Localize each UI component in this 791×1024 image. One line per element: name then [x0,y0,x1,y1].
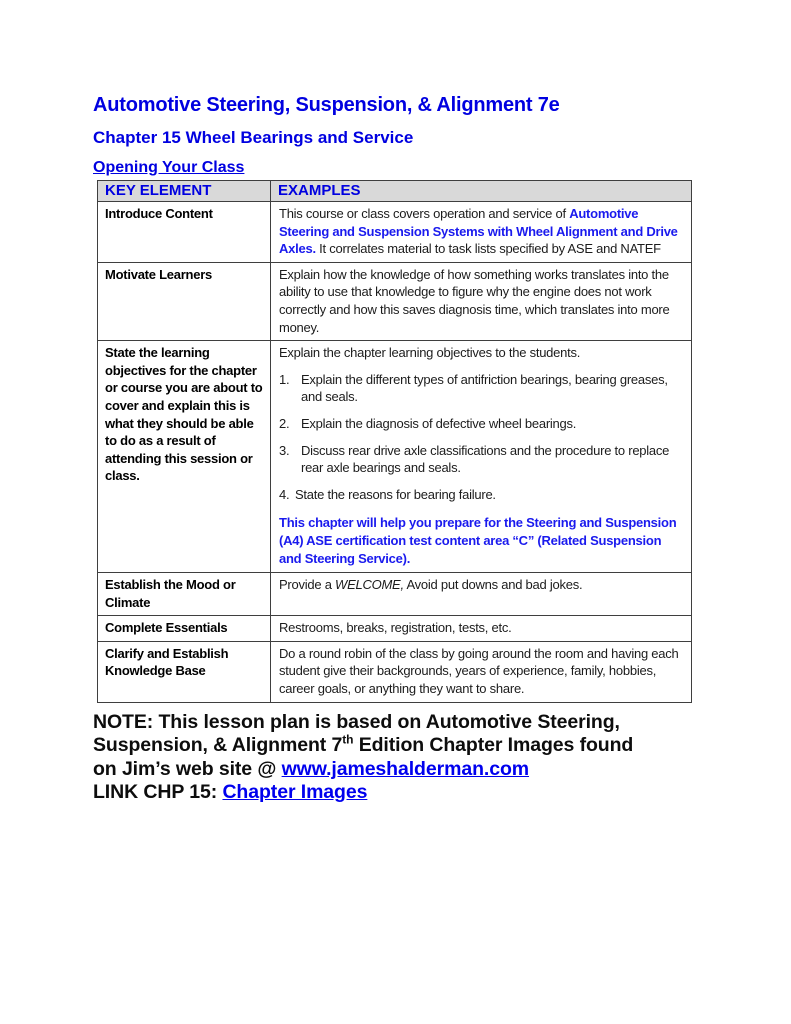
section-heading: Opening Your Class [93,159,245,176]
column-header-examples: EXAMPLES [271,181,692,202]
objective-item [279,486,684,504]
note-text: Edition Chapter Images found [353,734,634,757]
note-section [93,711,733,805]
ase-certification-note: This chapter will help you prepare for the Steering and Suspension (A4) ASE certification test content area “C” (Related Suspension and Steering Service). [279,515,677,566]
note-text: Suspension, & Alignment 7 [93,734,343,757]
text-segment: Avoid put downs and bad jokes. [403,577,583,593]
website-link[interactable]: www.jameshalderman.com [281,757,530,780]
table-row-learning-objectives [98,341,692,573]
objective-text: Explain the diagnosis of defective wheel bearings. [301,415,577,431]
table-row-clarify-knowledge [98,641,692,702]
objective-item [279,371,684,406]
objective-number: 4. [279,486,290,502]
objectives-intro: Explain the chapter learning objectives to the students. [279,345,581,361]
ordinal-superscript: th [342,732,354,747]
table-header-row [98,181,692,202]
note-line-4 [93,781,733,805]
examples-cell: Restrooms, breaks, registration, tests, etc. [271,616,692,642]
key-element-cell: State the learning objectives for the chapter or course you are about to cover and explain this is what they should be able to do as a result of attending this session or class. [98,341,271,573]
table-row-introduce-content [98,202,692,263]
key-element-cell: Introduce Content [98,202,271,263]
text-segment: It correlates material to task lists specified by ASE and NATEF [315,241,661,257]
objective-number: 1. [279,371,290,387]
examples-cell [271,573,692,616]
table-row-complete-essentials [98,616,692,642]
key-element-cell: Complete Essentials [98,616,271,642]
note-text: NOTE: This lesson plan is based on Automotive Steering, [93,710,620,733]
document-content [93,94,753,805]
examples-cell: Explain how the knowledge of how something works translates into the ability to use that knowledge to figure why the engine does not work correctly and how this saves diagnosis time, which translates into more money. [271,262,692,340]
objective-item [279,442,684,477]
objective-number: 2. [279,415,290,431]
objective-text: Discuss rear drive axle classifications and the procedure to replace rear axle bearings and seals. [301,442,670,476]
note-line-2 [93,734,733,758]
highlighted-text-segment: Automotive Steering and Suspension Systems with Wheel Alignment and Drive Axles. [279,206,678,257]
lesson-plan-table [97,180,692,703]
column-header-key-element: KEY ELEMENT [98,181,271,202]
table-row-motivate-learners [98,262,692,340]
text-segment: This course or class covers operation and service of [279,206,570,221]
chapter-images-link[interactable]: Chapter Images [222,781,368,804]
objective-item [279,415,684,433]
note-text: on Jim’s web site @ [93,757,282,780]
italic-text-segment: WELCOME, [335,577,404,593]
key-element-cell: Establish the Mood or Climate [98,573,271,616]
note-line-1 [93,711,733,735]
key-element-cell: Motivate Learners [98,262,271,340]
objective-text: Explain the different types of antifriction bearings, bearing greases, and seals. [301,371,668,405]
link-chp-label: LINK CHP 15: [93,781,223,804]
text-segment: Provide a [279,577,336,593]
objective-text: State the reasons for bearing failure. [295,486,496,502]
key-element-cell: Clarify and Establish Knowledge Base [98,641,271,702]
examples-cell [271,202,692,263]
note-line-3 [93,758,733,782]
table-row-establish-mood [98,573,692,616]
examples-cell: Do a round robin of the class by going around the room and having each student give their backgrounds, years of experience, family, hobbies, career goals, or anything they want to share. [271,641,692,702]
objective-number: 3. [279,442,290,458]
examples-cell [271,341,692,573]
chapter-heading: Chapter 15 Wheel Bearings and Service [93,128,414,147]
document-title: Automotive Steering, Suspension, & Alignment 7e [93,94,560,116]
